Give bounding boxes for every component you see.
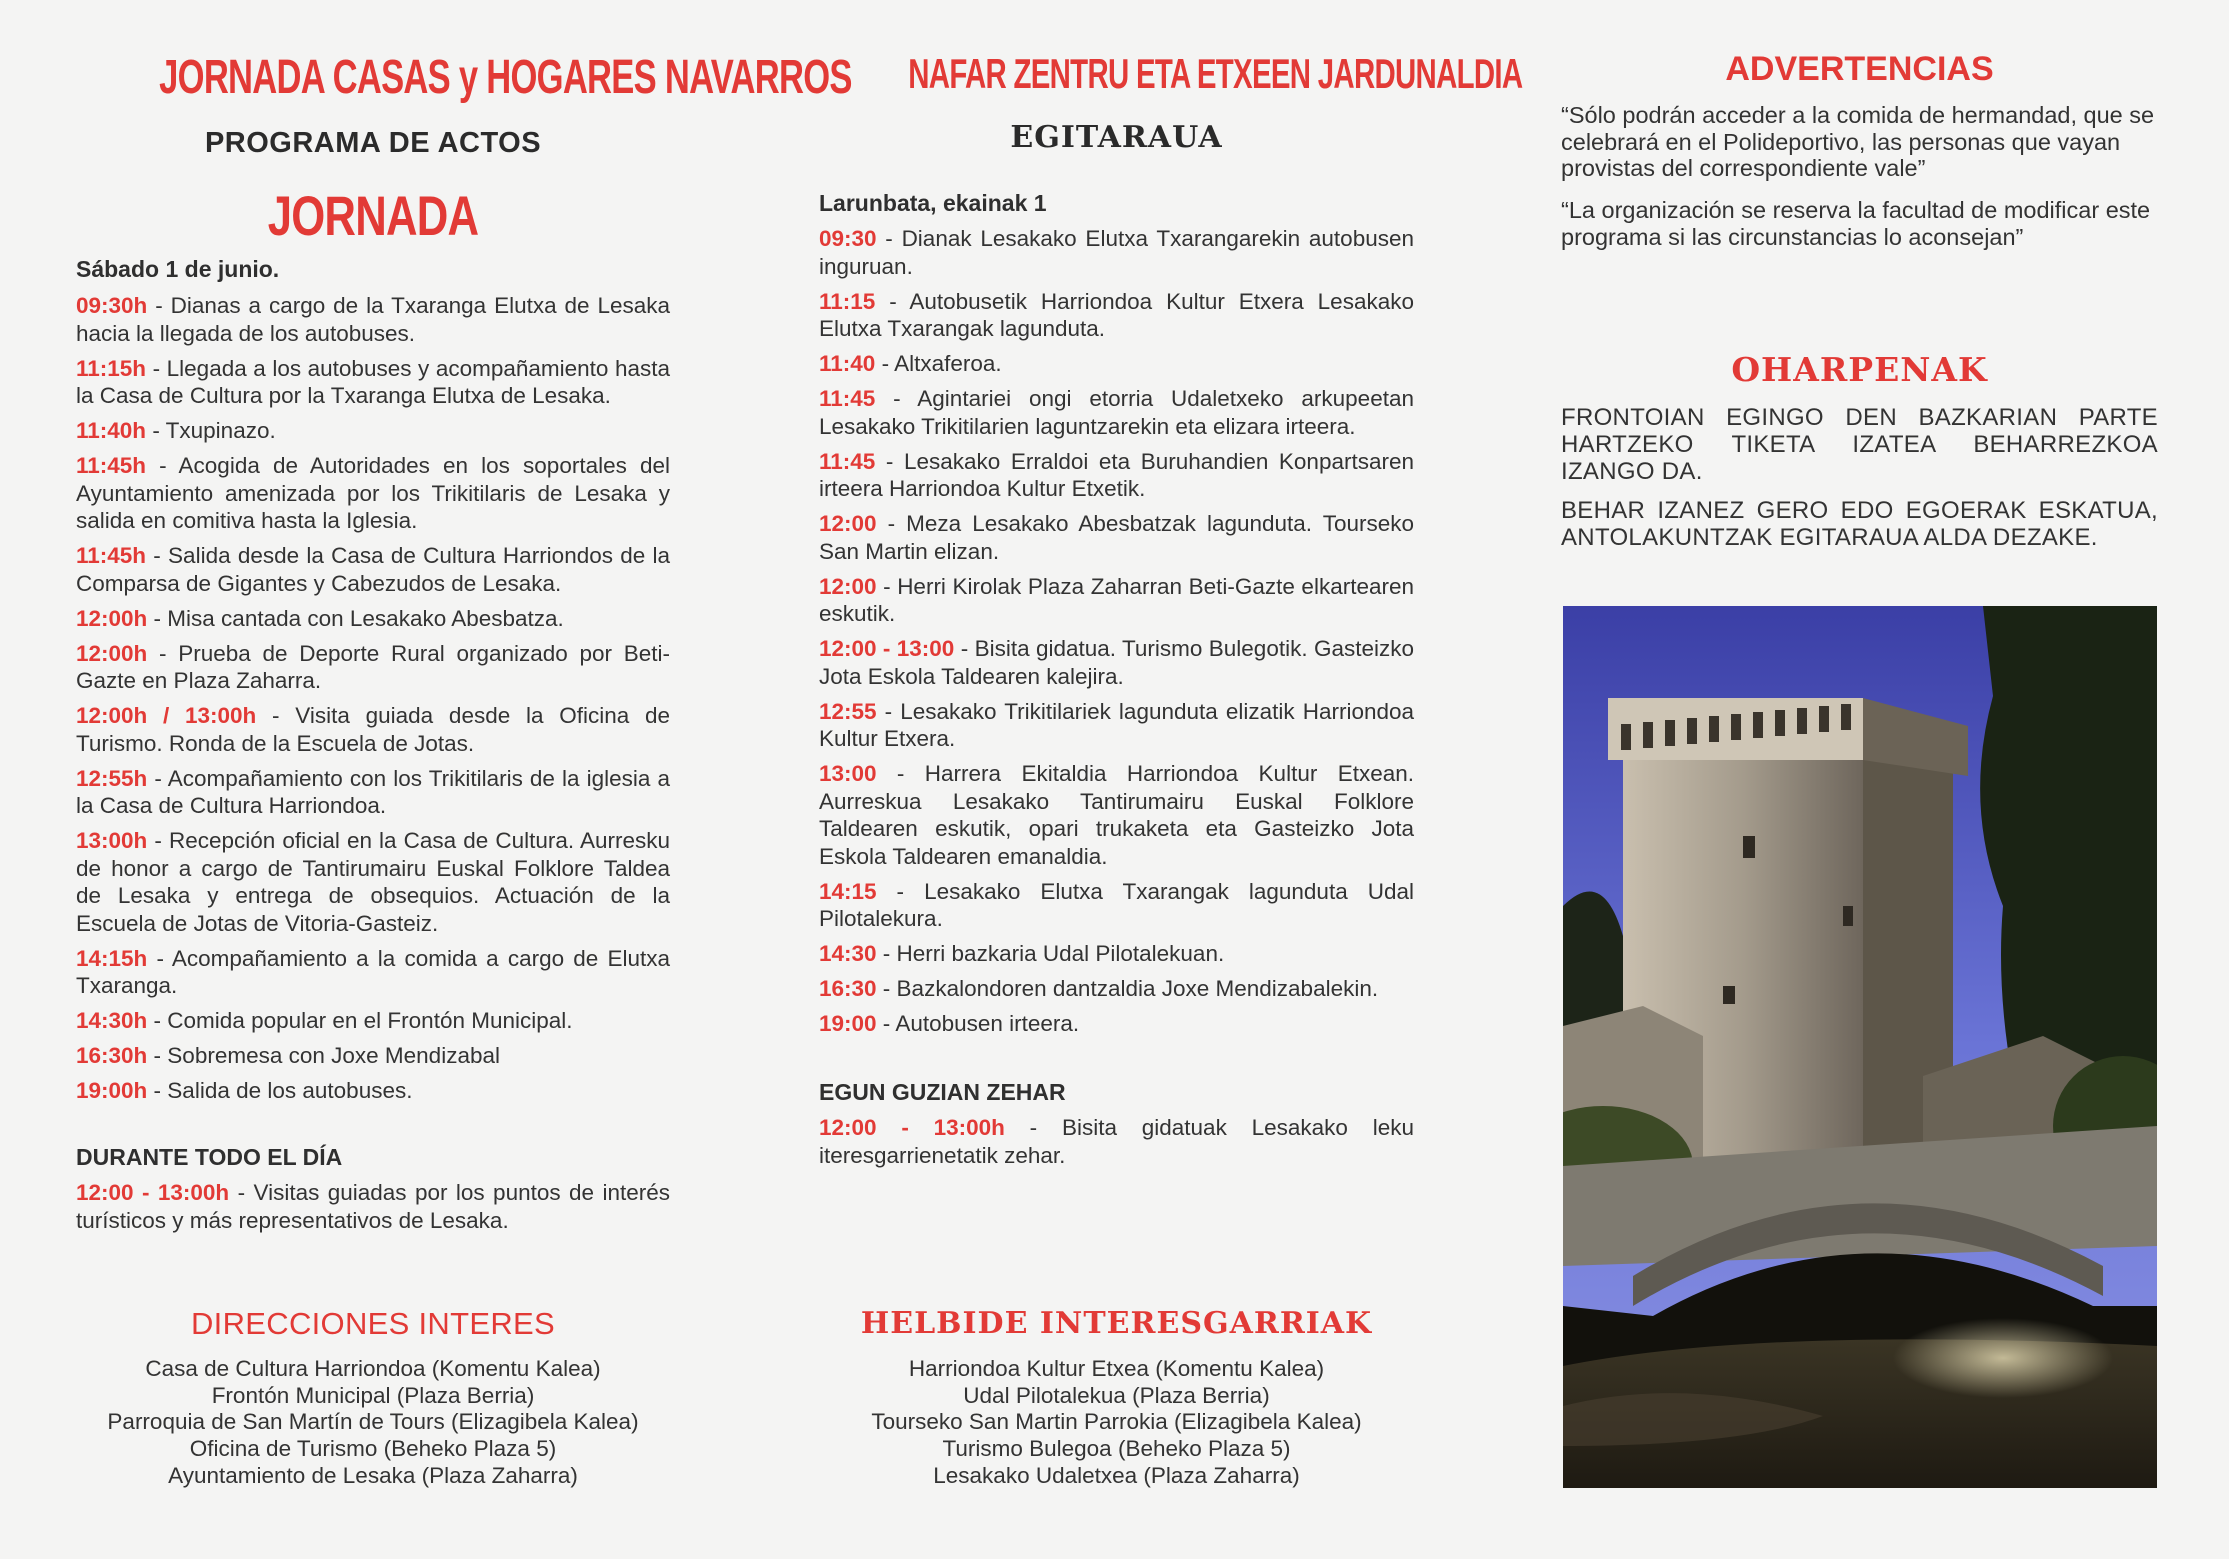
spanish-day-label: [76, 256, 670, 283]
basque-title: NAFAR ZENTRU ETA ETXEEN JARDUNALDIA: [908, 50, 1523, 97]
entry-separator: -: [147, 1008, 168, 1033]
address-line: Turismo Bulegoa (Beheko Plaza 5): [942, 1436, 1291, 1462]
schedule-entry: [819, 225, 1414, 280]
entry-time: 13:00: [819, 761, 877, 786]
entry-separator: -: [876, 878, 925, 904]
entry-text: Agintariei ongi etorria Udaletxeko arkupeetan Lesakako Trikitilarien laguntzarekin eta elizara irteera.: [819, 386, 1414, 439]
address-line: Tourseko San Martin Parrokia (Elizagibela Kalea): [871, 1409, 1362, 1435]
entry-text: Altxaferoa.: [894, 351, 1002, 376]
basque-subtitle: EGITARAUA: [1010, 120, 1223, 155]
entry-text: Lesakako Trikitilariek lagunduta elizatik Harriondoa Kultur Etxera.: [819, 698, 1415, 751]
schedule-entry: [76, 1042, 670, 1070]
entry-separator: -: [875, 288, 910, 314]
spanish-title-wrap: [76, 50, 852, 105]
entry-separator: -: [147, 765, 168, 791]
basque-allday-block: [819, 1079, 1414, 1177]
notice-quote-1: “Sólo podrán acceder a la comida de hermandad, que se celebrará en el Polideportivo, las personas que vayan provistas del correspondiente vale”: [1561, 102, 2155, 181]
entry-separator: -: [875, 351, 895, 376]
entry-text: Salida desde la Casa de Cultura Harriondos de la Comparsa de Gigantes y Cabezudos de Lesaka.: [76, 543, 671, 596]
entry-text: Meza Lesakako Abesbatzak lagunduta. Tourseko San Martin elizan.: [819, 511, 1414, 564]
entry-time: 12:00: [819, 511, 877, 536]
address-line: Parroquia de San Martín de Tours (Elizagibela Kalea): [107, 1409, 639, 1435]
address-line: Harriondoa Kultur Etxea (Komentu Kalea): [908, 1356, 1325, 1381]
advertencias-title: ADVERTENCIAS: [1725, 50, 1994, 88]
spanish-heading-wrap: [76, 183, 670, 248]
entry-time: 12:00 - 13:00: [819, 636, 955, 661]
entry-text: Bazkalondoren dantzaldia Joxe Mendizabalekin.: [896, 976, 1379, 1001]
entry-time: 14:15h: [76, 945, 148, 971]
basque-address-list: [819, 1356, 1414, 1490]
entry-text: Autobusen irteera.: [895, 1011, 1080, 1036]
schedule-entry: [819, 975, 1414, 1003]
schedule-entry: [76, 452, 670, 535]
entry-time: 14:15: [819, 878, 877, 904]
schedule-entry: [76, 1077, 670, 1105]
entry-separator: -: [147, 640, 179, 666]
schedule-entry: [819, 698, 1414, 753]
entry-separator: -: [876, 941, 897, 966]
entry-time: 12:00h / 13:00h: [76, 703, 257, 728]
entry-separator: -: [876, 573, 898, 599]
spanish-heading: JORNADA: [267, 184, 479, 247]
day-label: Larunbata, ekainak 1: [819, 190, 1047, 216]
schedule-entry: [76, 355, 670, 410]
entry-time: 19:00h: [76, 1078, 148, 1103]
entry-separator: -: [147, 1078, 168, 1103]
schedule-entry: [76, 417, 670, 445]
entry-separator: -: [256, 703, 296, 728]
entry-text: Lesakako Elutxa Txarangak lagunduta Udal Pilotalekura.: [819, 878, 1415, 931]
address-line: Casa de Cultura Harriondoa (Komentu Kalea): [145, 1356, 601, 1381]
entry-text: Bisita gidatua. Turismo Bulegotik. Gasteizko Jota Eskola Taldearen kalejira.: [819, 636, 1414, 689]
allday-entry: [819, 1114, 1414, 1169]
schedule-entry: [76, 542, 670, 597]
schedule-entry: [76, 765, 670, 820]
entry-time: 12:55: [819, 698, 877, 724]
schedule-entry: [819, 940, 1414, 968]
entry-text: Salida de los autobuses.: [167, 1078, 413, 1103]
entry-separator: -: [147, 828, 169, 853]
spanish-schedule-list: [76, 292, 670, 1112]
entry-separator: -: [147, 293, 171, 318]
notice-basque-2: BEHAR IZANEZ GERO EDO EGOERAK ESKATUA, ANTOLAKUNTZAK EGITARAUA ALDA DEZAKE.: [1561, 497, 2158, 551]
entry-separator: -: [876, 761, 925, 786]
schedule-entry: [819, 385, 1414, 440]
entry-time: 11:45: [819, 386, 876, 411]
allday-entry: [76, 1179, 670, 1234]
entry-text: Acompañamiento a la comida a cargo de Elutxa Txaranga.: [76, 945, 670, 998]
entry-time: 09:30: [819, 226, 877, 251]
entry-time: 11:45: [819, 448, 876, 474]
basque-subtitle-wrap: [819, 120, 1414, 155]
entry-time: 12:55h: [76, 765, 148, 791]
entry-time: 12:00 - 13:00h: [819, 1115, 1005, 1140]
entry-text: Acompañamiento con los Trikitilaris de la iglesia a la Casa de Cultura Harriondoa.: [76, 765, 670, 818]
entry-separator: -: [237, 1180, 254, 1205]
entry-separator: -: [875, 386, 918, 411]
notice-basque-1: FRONTOIAN EGINGO DEN BAZKARIAN PARTE HARTZEKO TIKETA IZATEA BEHARREZKOA IZANGO DA.: [1561, 404, 2158, 485]
entry-text: Misa cantada con Lesakako Abesbatza.: [167, 605, 564, 631]
schedule-entry: [819, 760, 1414, 870]
entry-time: 14:30: [819, 941, 877, 966]
schedule-entry: [819, 635, 1414, 690]
entry-separator: -: [875, 448, 904, 474]
entry-separator: -: [954, 636, 975, 661]
castle-tower-photo: [1563, 606, 2157, 1488]
entry-text: Acogida de Autoridades en los soportales del Ayuntamiento amenizada por los Trikitilaris de Lesaka y salida en comitiva hasta la Iglesia.: [76, 453, 670, 533]
spanish-address-list: [76, 1356, 670, 1490]
entry-time: 12:00h: [76, 605, 148, 631]
schedule-entry: [819, 878, 1414, 933]
basque-addresses-title: HELBIDE INTERESGARRIAK: [860, 1306, 1373, 1341]
entry-time: 11:45h: [76, 453, 147, 478]
schedule-entry: [76, 292, 670, 347]
entry-text: Autobusetik Harriondoa Kultur Etxera Lesakako Elutxa Txarangak lagunduta.: [819, 288, 1414, 341]
entry-separator: -: [147, 605, 168, 631]
basque-day-label: [819, 190, 1414, 217]
entry-text: Visitas guiadas por los puntos de interés turísticos y más representativos de Lesaka.: [76, 1180, 670, 1233]
schedule-entry: [76, 945, 670, 1000]
entry-text: Txupinazo.: [165, 418, 276, 443]
address-line: Frontón Municipal (Plaza Berria): [211, 1382, 535, 1408]
entry-time: 11:45h: [76, 543, 147, 568]
address-line: Ayuntamiento de Lesaka (Plaza Zaharra): [168, 1462, 578, 1488]
allday-heading: EGUN GUZIAN ZEHAR: [819, 1079, 1066, 1105]
spanish-allday-block: [76, 1144, 670, 1242]
address-line: Udal Pilotalekua (Plaza Berria): [963, 1382, 1270, 1408]
entry-text: Dianas a cargo de la Txaranga Elutxa de Lesaka hacia la llegada de los autobuses.: [76, 293, 670, 346]
schedule-entry: [819, 510, 1414, 565]
schedule-entry: [76, 702, 670, 757]
oharpenak-title-wrap: [1561, 350, 2158, 389]
entry-separator: -: [876, 698, 901, 724]
schedule-entry: [819, 288, 1414, 343]
entry-separator: -: [876, 1011, 896, 1036]
basque-addresses-title-wrap: [819, 1306, 1414, 1341]
entry-separator: -: [147, 1043, 168, 1068]
entry-text: Comida popular en el Frontón Municipal.: [167, 1008, 573, 1033]
entry-separator: -: [146, 453, 179, 478]
spanish-subtitle: PROGRAMA DE ACTOS: [204, 127, 542, 159]
spanish-addresses-title: DIRECCIONES INTERES: [191, 1306, 555, 1341]
entry-time: 16:30: [819, 976, 877, 1001]
entry-text: Recepción oficial en la Casa de Cultura. Aurresku de honor a cargo de Tantirumairu Euskal Folklore Taldea de Lesaka y entrega de obsequios. Actuación de la Escuela de Jotas de Vitoria-Gasteiz.: [76, 828, 671, 936]
entry-text: Prueba de Deporte Rural organizado por Beti-Gazte en Plaza Zaharra.: [76, 640, 670, 693]
entry-time: 11:15h: [76, 355, 147, 381]
entry-text: Dianak Lesakako Elutxa Txarangarekin autobusen inguruan.: [819, 226, 1414, 279]
basque-schedule-list: [819, 225, 1414, 1045]
entry-text: Bisita gidatuak Lesakako leku iteresgarrienetatik zehar.: [819, 1115, 1414, 1168]
basque-title-wrap: [819, 50, 1523, 98]
entry-text: Harrera Ekitaldia Harriondoa Kultur Etxean. Aurreskua Lesakako Tantirumairu Euskal Folklore Taldearen eskutik, opari trukaketa eta Gasteizko Jota Eskola Taldearen emanaldia.: [819, 761, 1414, 869]
entry-separator: -: [876, 976, 897, 1001]
entry-separator: -: [147, 945, 172, 971]
entry-separator: -: [876, 511, 907, 536]
schedule-entry: [819, 350, 1414, 378]
entry-time: 11:40h: [76, 418, 147, 443]
schedule-entry: [819, 573, 1414, 628]
address-line: Lesakako Udaletxea (Plaza Zaharra): [933, 1462, 1300, 1488]
entry-text: Visita guiada desde la Oficina de Turismo. Ronda de la Escuela de Jotas.: [76, 703, 670, 756]
entry-separator: -: [146, 418, 166, 443]
entry-text: Lesakako Erraldoi eta Buruhandien Konpartsaren irteera Harriondoa Kultur Etxetik.: [819, 448, 1415, 501]
entry-time: 11:15: [819, 288, 876, 314]
entry-time: 19:00: [819, 1011, 877, 1036]
entry-separator: -: [876, 226, 902, 251]
spanish-title: JORNADA CASAS y HOGARES NAVARROS: [159, 51, 852, 104]
allday-heading: DURANTE TODO EL DÍA: [76, 1144, 343, 1170]
schedule-entry: [76, 605, 670, 633]
entry-time: 14:30h: [76, 1008, 148, 1033]
notice-quote-2: “La organización se reserva la facultad de modificar este programa si las circunstancias lo aconsejan”: [1561, 197, 2151, 250]
entry-time: 16:30h: [76, 1043, 148, 1068]
entry-time: 13:00h: [76, 828, 148, 853]
day-label: Sábado 1 de junio.: [76, 256, 280, 282]
entry-time: 12:00h: [76, 640, 148, 666]
schedule-entry: [819, 448, 1414, 503]
entry-separator: -: [1029, 1115, 1062, 1140]
entry-text: Herri Kirolak Plaza Zaharran Beti-Gazte elkartearen eskutik.: [819, 573, 1414, 626]
entry-separator: -: [146, 355, 167, 381]
entry-text: Herri bazkaria Udal Pilotalekuan.: [896, 941, 1225, 966]
entry-time: 11:40: [819, 351, 876, 376]
entry-time: 12:00: [819, 573, 877, 599]
entry-separator: -: [146, 543, 169, 568]
address-line: Oficina de Turismo (Beheko Plaza 5): [189, 1436, 557, 1462]
entry-time: 12:00 - 13:00h: [76, 1180, 230, 1205]
schedule-entry: [76, 827, 670, 937]
oharpenak-title: OHARPENAK: [1731, 350, 1988, 389]
schedule-entry: [76, 640, 670, 695]
schedule-entry: [76, 1007, 670, 1035]
entry-time: 09:30h: [76, 293, 148, 318]
entry-text: Sobremesa con Joxe Mendizabal: [167, 1043, 500, 1068]
schedule-entry: [819, 1010, 1414, 1038]
entry-text: Llegada a los autobuses y acompañamiento hasta la Casa de Cultura por la Txaranga Elutxa de Lesaka.: [76, 355, 671, 408]
